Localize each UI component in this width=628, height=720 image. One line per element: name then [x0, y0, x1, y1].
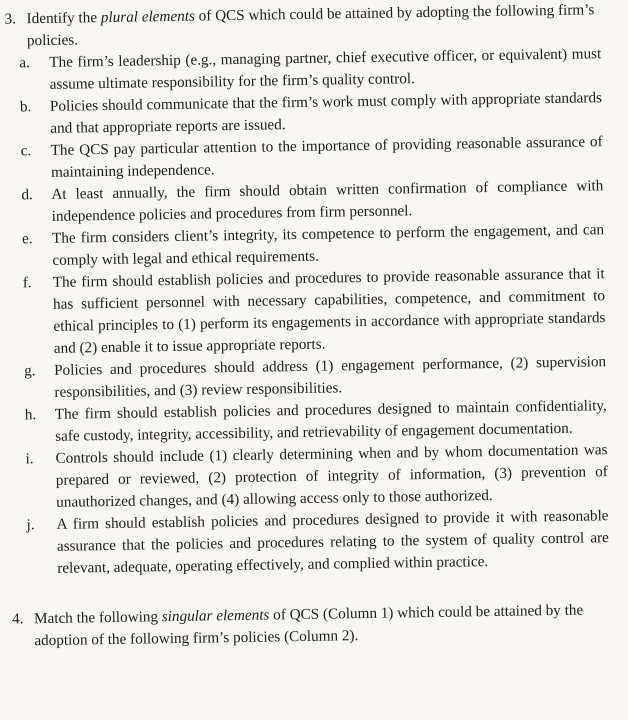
item-label: f. — [22, 274, 32, 292]
item-label: d. — [21, 186, 33, 204]
item-label: h. — [24, 406, 37, 424]
list-item — [12, 505, 609, 580]
item-label: a. — [19, 54, 30, 72]
item-label: b. — [19, 98, 32, 116]
item-label: e. — [21, 230, 33, 248]
list-item — [11, 439, 608, 514]
emphasis-plural-elements: plural elements — [100, 7, 196, 27]
question-number: 4. — [11, 610, 24, 628]
item-label: c. — [20, 142, 32, 160]
question-text: Identify the plural elements of QCS which could be attained by adopting the following firm’s policies. — [26, 1, 595, 50]
item-text: Policies should communicate that the firm’s work must comply with appropriate standards and that appropriate reports are issued. — [49, 89, 603, 137]
item-text: Policies and procedures should address (1) engagement performance, (2) supervision responsibilities, and (3) review responsibilities. — [53, 353, 607, 401]
item-text: The firm considers client’s integrity, its competence to perform the engagement, and can comply with legal and ethical requirements. — [51, 221, 605, 269]
question-4 — [12, 599, 613, 652]
item-text: The QCS pay particular attention to the importance of providing reasonable assurance of maintaining independence. — [50, 133, 603, 181]
list-item — [9, 263, 606, 360]
item-text: The firm’s leadership (e.g., managing partner, chief executive officer, or equivalent) must assume ultimate responsibility for the firm’s quality control. — [49, 45, 602, 93]
question-number: 3. — [4, 10, 17, 28]
item-text: A firm should establish policies and procedures designed to provide it with reasonable assurance that the policies and procedures relating to the system of quality control are relevant, adequate, operating effectively, and complied within practice. — [56, 507, 609, 577]
item-text: At least annually, the firm should obtain written confirmation of compliance with independence policies and procedures from firm personnel. — [51, 177, 604, 225]
item-label: g. — [24, 362, 36, 380]
item-label: i. — [25, 450, 34, 468]
question-text: Match the following singular elements of QCS (Column 1) which could be attained by the adoption of the following firm’s policies (Column 2). — [33, 601, 584, 650]
question-4-stem — [12, 599, 613, 652]
question-3-items — [5, 43, 609, 580]
item-text: Controls should include (1) clearly determining when and by whom documentation was prepared or reviewed, (2) protection of integrity of information, (3) prevention of unauthorized changes, and (4) allowing access only to those authorized. — [55, 441, 608, 511]
item-text: The firm should establish policies and procedures to provide reasonable assurance that it has sufficient personnel with necessary capabilities, competence, and commitment to ethical principles to (1) perform its engagements in accordance with appropriate standards and (2) enable it to issue appropriate reports. — [52, 265, 606, 357]
question-3 — [4, 0, 609, 581]
item-text: The firm should establish policies and procedures designed to maintain confidentiality, safe custody, integrity, accessibility, and retrievability of engagement documentation. — [54, 397, 607, 445]
emphasis-singular-elements: singular elements — [161, 606, 270, 626]
item-label: j. — [26, 516, 35, 534]
